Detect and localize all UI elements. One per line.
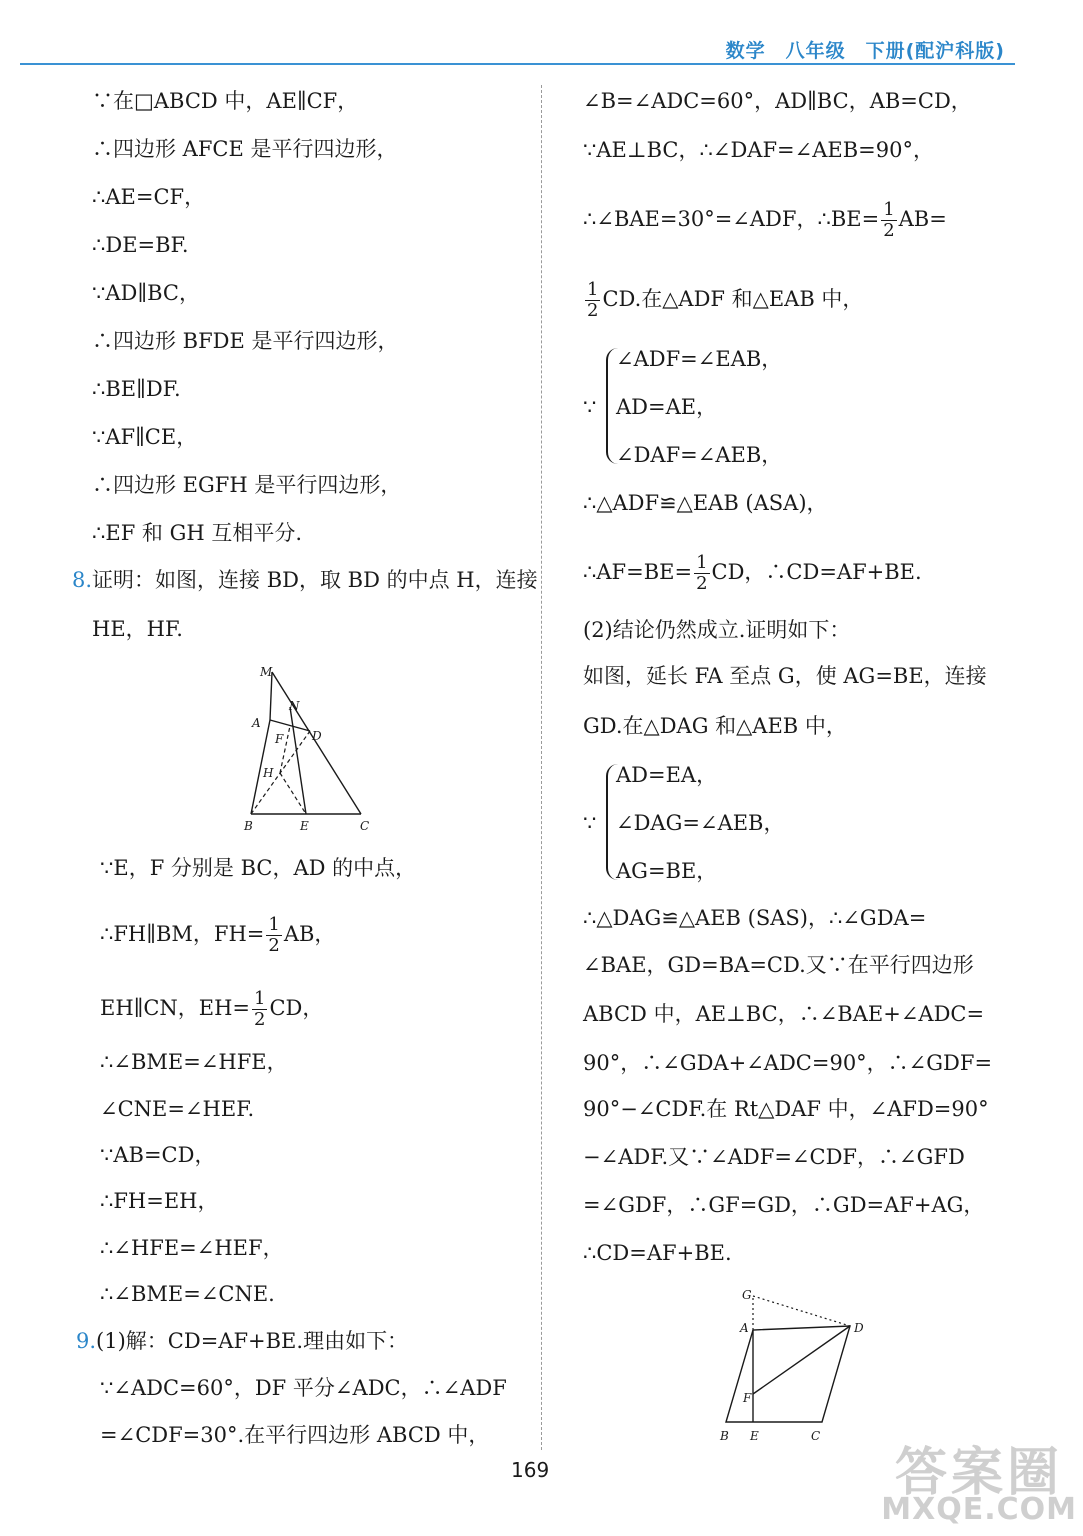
header-title: 数学 八年级 下册(配沪科版) — [725, 40, 1005, 62]
right-line-1: ∠B=∠ADC=60°，AD∥BC，AB=CD， — [583, 89, 972, 113]
left-line-10: ∴EF 和 GH 互相平分. — [92, 521, 303, 545]
right-line-15: −∠ADF.又∵∠ADF=∠CDF，∴∠GFD — [583, 1145, 965, 1169]
fig1-label-D: D — [312, 729, 322, 743]
column-divider — [541, 85, 542, 1450]
system2-line-2: ∠DAG=∠AEB， — [616, 811, 785, 835]
question-9-number: 9. — [76, 1329, 97, 1353]
system2-line-1: AD=EA， — [616, 763, 718, 787]
right-line-6: ∴AF=BE= $\frac{1}{2}$ CD，∴CD=AF+BE. — [583, 552, 922, 594]
proof8-line-8: ∴∠HFE=∠HEF， — [100, 1236, 284, 1260]
fig2-label-E: E — [750, 1429, 759, 1443]
proof8-line-4: ∴∠BME=∠HFE， — [100, 1050, 288, 1074]
left-line-3: ∴AE=CF， — [92, 185, 206, 209]
fraction-half: $\frac{1}{2}$ — [696, 552, 708, 594]
system1-line-2: AD=AE， — [616, 395, 718, 419]
proof8-line-6: ∵AB=CD， — [100, 1143, 216, 1167]
fraction-half: $\frac{1}{2}$ — [268, 914, 280, 956]
fig1-label-N: N — [289, 699, 300, 713]
watermark — [881, 1430, 1077, 1530]
since-symbol: ∵ — [583, 811, 597, 835]
right-line-10: ∴△DAG≌△AEB (SAS)，∴∠GDA= — [583, 906, 927, 930]
since-symbol: ∵ — [583, 395, 597, 419]
question-8-number: 8. — [72, 568, 93, 592]
right-line-13: 90°，∴∠GDA+∠ADC=90°，∴∠GDF= — [583, 1051, 993, 1075]
question-9-line-2: ∵∠ADC=60°，DF 平分∠ADC，∴∠ADF — [100, 1376, 507, 1400]
header-rule — [20, 63, 1015, 65]
right-line-14: 90°−∠CDF.在 Rt△DAF 中，∠AFD=90° — [583, 1097, 989, 1121]
question-9 — [76, 1328, 408, 1354]
fig1-label-H: H — [263, 766, 274, 780]
question-8-line-2: HE，HF. — [92, 617, 183, 641]
page-number: 169 — [511, 1458, 550, 1482]
system1-line-3: ∠DAF=∠AEB， — [616, 443, 783, 467]
right-line-4: $\frac{1}{2}$ CD.在△ADF 和△EAB 中， — [587, 279, 864, 321]
left-line-1: ∵在□ABCD 中，AE∥CF， — [92, 89, 359, 113]
watermark-url: MXQE.COM — [881, 1492, 1077, 1527]
right-line-7: (2)结论仍然成立.证明如下： — [583, 618, 851, 642]
right-line-8: 如图，延长 FA 至点 G，使 AG=BE，连接 — [583, 664, 987, 688]
right-line-16: =∠GDF，∴GF=GD，∴GD=AF+AG， — [583, 1193, 985, 1217]
fig1-label-C: C — [360, 819, 370, 833]
question-9-line-3: =∠CDF=30°.在平行四边形 ABCD 中， — [100, 1423, 490, 1447]
proof8-line-5: ∠CNE=∠HEF. — [100, 1097, 255, 1121]
fig1-label-A: A — [252, 716, 261, 730]
fig1-label-B: B — [244, 819, 253, 833]
proof8-line-1: ∵E，F 分别是 BC，AD 的中点， — [100, 856, 417, 880]
watermark-logo: 答案圈 — [894, 1443, 1063, 1503]
right-line-12: ABCD 中，AE⊥BC，∴∠BAE+∠ADC= — [583, 1002, 985, 1026]
fig2-label-A: A — [740, 1321, 749, 1335]
figure-triangle-midpoints — [236, 662, 376, 834]
right-line-2: ∵AE⊥BC，∴∠DAF=∠AEB=90°， — [583, 138, 934, 162]
fig2-label-F: F — [743, 1391, 752, 1405]
left-line-5: ∵AD∥BC， — [92, 281, 200, 305]
fig2-label-C: C — [811, 1429, 821, 1443]
proof8-line-3: EH∥CN，EH= $\frac{1}{2}$ CD， — [100, 988, 324, 1030]
right-line-9: GD.在△DAG 和△AEB 中， — [583, 714, 847, 738]
right-line-3: ∴∠BAE=30°=∠ADF，∴BE= $\frac{1}{2}$ AB= — [583, 199, 947, 241]
question-8-line-1: 证明：如图，连接 BD，取 BD 的中点 H，连接 — [92, 568, 538, 592]
left-line-7: ∴BE∥DF. — [92, 377, 181, 401]
left-line-8: ∵AF∥CE， — [92, 425, 198, 449]
left-line-6: ∴四边形 BFDE 是平行四边形， — [92, 329, 399, 353]
right-line-17: ∴CD=AF+BE. — [583, 1241, 732, 1265]
fig2-label-D: D — [854, 1321, 864, 1335]
question-9-line-1: (1)解：CD=AF+BE.理由如下： — [96, 1329, 409, 1353]
left-line-4: ∴DE=BF. — [92, 233, 189, 257]
system1-line-1: ∠ADF=∠EAB， — [616, 347, 783, 371]
left-line-2: ∴四边形 AFCE 是平行四边形， — [92, 137, 398, 161]
fig1-label-E: E — [300, 819, 309, 833]
fig1-label-M: M — [260, 665, 273, 679]
fraction-half: $\frac{1}{2}$ — [883, 199, 895, 241]
fig2-label-G: G — [742, 1288, 752, 1302]
left-line-9: ∴四边形 EGFH 是平行四边形， — [92, 473, 402, 497]
right-line-11: ∠BAE，GD=BA=CD.又∵在平行四边形 — [583, 953, 974, 977]
proof8-line-2: ∴FH∥BM，FH= $\frac{1}{2}$ AB， — [100, 914, 336, 956]
figure-parallelogram — [716, 1284, 876, 1446]
system2-line-3: AG=BE， — [616, 859, 718, 883]
question-8 — [72, 567, 538, 593]
right-line-5: ∴△ADF≌△EAB (ASA)， — [583, 491, 828, 515]
fig2-label-B: B — [720, 1429, 729, 1443]
proof8-line-9: ∴∠BME=∠CNE. — [100, 1282, 275, 1306]
fraction-half: $\frac{1}{2}$ — [587, 279, 599, 321]
proof8-line-7: ∴FH=EH， — [100, 1189, 219, 1213]
fig1-label-F: F — [275, 732, 284, 746]
fraction-half: $\frac{1}{2}$ — [254, 988, 266, 1030]
